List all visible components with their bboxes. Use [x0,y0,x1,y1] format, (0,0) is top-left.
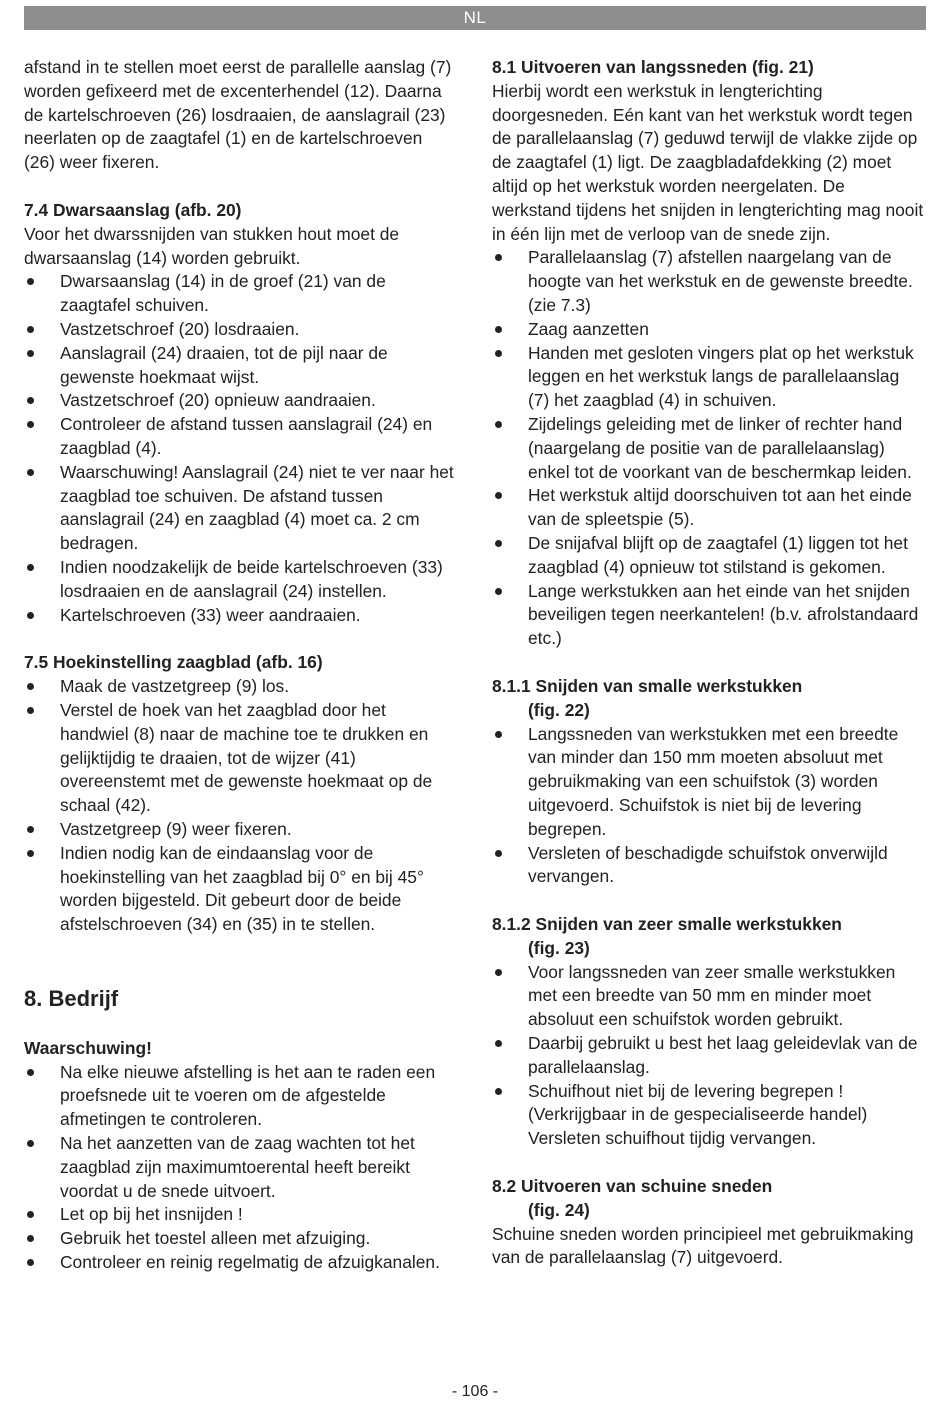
bullet-icon [495,326,502,333]
bullet-icon [495,1088,502,1095]
bullet-icon [27,1235,34,1242]
list-item: Handen met gesloten vingers plat op het werkstuk leggen en het werkstuk langs de parallelaanslag (7) het zaagblad (4) in schuiven. [492,342,924,413]
section-8-1-1-list [492,723,924,890]
section-8-1-list [492,246,924,651]
bullet-icon [495,850,502,857]
page-number: - 106 - [451,1383,499,1400]
bullet-icon [495,1040,502,1047]
section-8-1-2-heading: 8.1.2 Snijden van zeer smalle werkstukken [492,914,842,935]
list-item: Vastzetgreep (9) weer fixeren. [24,818,454,842]
list-item: Verstel de hoek van het zaagblad door het handwiel (8) naar de machine toe te drukken en gelijktijdig te draaien, tot de wijzer (41) overeenstemt met de gewenste hoekmaat op de schaal (42). [24,699,454,818]
section-7-4-heading: 7.4 Dwarsaanslag (afb. 20) [24,199,242,220]
section-8-1-2-figure-ref: (fig. 23) [528,937,590,958]
bullet-icon [27,469,34,476]
list-item: Controleer de afstand tussen aanslagrail (24) en zaagblad (4). [24,413,454,461]
bullet-icon [27,1140,34,1147]
bullet-icon [27,1069,34,1076]
bullet-icon [27,326,34,333]
list-item: Zaag aanzetten [492,318,924,342]
list-item: Het werkstuk altijd doorschuiven tot aan het einde van de spleetspie (5). [492,484,924,532]
section-8-1-text: Hierbij wordt een werkstuk in lengterichting doorgesneden. Eén kant van het werkstuk wordt tegen de parallelaanslag (7) geduwd terwijl de vlakke zijde op de zaagtafel (1) ligt. De zaagbladafdekking (2) moet altijd op het werkstuk worden neergelaten. De werkstand tijdens het snijden in lengterichting mag nooit in één lijn met de verloop van de snede zijn. [492,80,924,244]
section-7-4-text: Voor het dwarssnijden van stukken hout moet de dwarsaanslag (14) worden gebruikt. [24,223,400,268]
bullet-icon [27,612,34,619]
bullet-icon [27,564,34,571]
list-item: Zijdelings geleiding met de linker of rechter hand (naargelang de positie van de parallelaanslag) enkel tot de voorkant van de beschermkap leiden. [492,413,924,484]
list-item: Aanslagrail (24) draaien, tot de pijl naar de gewenste hoekmaat wijst. [24,342,454,390]
section-7-5-heading: 7.5 Hoekinstelling zaagblad (afb. 16) [24,652,323,673]
list-item: Controleer en reinig regelmatig de afzuigkanalen. [24,1251,454,1275]
section-7-5-list [24,675,454,937]
language-header-bar [24,6,926,30]
list-item: Parallelaanslag (7) afstellen naargelang van de hoogte van het werkstuk en de gewenste breedte. (zie 7.3) [492,246,924,317]
right-column [492,56,924,1270]
bullet-icon [27,1259,34,1266]
bullet-icon [27,850,34,857]
list-item: Let op bij het insnijden ! [24,1203,454,1227]
list-item: Langssneden van werkstukken met een breedte van minder dan 150 mm moeten absoluut met gebruikmaking van een schuifstok (3) worden uitgevoerd. Schuifstok is niet bij de levering begrepen. [492,723,924,842]
list-item: Schuifhout niet bij de levering begrepen ! (Verkrijgbaar in de gespecialiseerde handel) Versleten schuifhout tijdig vervangen. [492,1080,924,1151]
bullet-icon [495,588,502,595]
list-item: Gebruik het toestel alleen met afzuiging. [24,1227,454,1251]
bullet-icon [495,421,502,428]
section-8-2-text: Schuine sneden worden principieel met gebruikmaking van de parallelaanslag (7) uitgevoerd. [492,1223,914,1268]
list-item: Dwarsaanslag (14) in de groef (21) van de zaagtafel schuiven. [24,270,454,318]
section-8-2-heading: 8.2 Uitvoeren van schuine sneden [492,1176,773,1197]
section-7-4-list [24,270,454,627]
section-8-1-1-figure-ref: (fig. 22) [528,699,590,720]
intro-paragraph: afstand in te stellen moet eerst de parallelle aanslag (7) worden gefixeerd met de excenterhendel (12). Daarna de kartelschroeven (26) losdraaien, de aanslagrail (23) neerlaten op de zaagtafel (1) en de kartelschroeven (26) weer fixeren. [24,57,452,173]
list-item: Vastzetschroef (20) opnieuw aandraaien. [24,389,454,413]
list-item: Indien nodig kan de eindaanslag voor de hoekinstelling van het zaagblad bij 0° en bij 45° worden bijgesteld. Dit gebeurt door de beide afstelschroeven (34) en (35) in te stellen. [24,842,454,937]
bullet-icon [495,540,502,547]
list-item: Lange werkstukken aan het einde van het snijden beveiligen tegen neerkantelen! (b.v. afrolstandaard etc.) [492,580,924,651]
list-item: Voor langssneden van zeer smalle werkstukken met een breedte van 50 mm en minder moet absoluut een schuifstok worden gebruikt. [492,961,924,1032]
list-item: Kartelschroeven (33) weer aandraaien. [24,604,454,628]
section-8-1-1-heading: 8.1.1 Snijden van smalle werkstukken [492,675,803,696]
bullet-icon [27,278,34,285]
bullet-icon [495,350,502,357]
bullet-icon [495,254,502,261]
bullet-icon [495,969,502,976]
bullet-icon [27,707,34,714]
bullet-icon [27,350,34,357]
left-column [24,56,454,1275]
list-item: Waarschuwing! Aanslagrail (24) niet te ver naar het zaagblad toe schuiven. De afstand tussen aanslagrail (24) en zaagblad (4) moet ca. 2 cm bedragen. [24,461,454,556]
section-8-2-figure-ref: (fig. 24) [528,1199,590,1220]
list-item: Maak de vastzetgreep (9) los. [24,675,454,699]
bullet-icon [495,731,502,738]
list-item: Indien noodzakelijk de beide kartelschroeven (33) losdraaien en de aanslagrail (24) instellen. [24,556,454,604]
list-item: Daarbij gebruikt u best het laag geleidevlak van de parallelaanslag. [492,1032,924,1080]
warning-heading: Waarschuwing! [24,1037,152,1058]
language-label: NL [463,8,487,27]
list-item: De snijafval blijft op de zaagtafel (1) liggen tot het zaagblad (4) opnieuw tot stilstand is gekomen. [492,532,924,580]
bullet-icon [27,1211,34,1218]
section-8-heading: 8. Bedrijf [24,985,119,1011]
list-item: Vastzetschroef (20) losdraaien. [24,318,454,342]
bullet-icon [495,492,502,499]
bullet-icon [27,397,34,404]
bullet-icon [27,683,34,690]
section-8-1-2-list [492,961,924,1151]
list-item: Versleten of beschadigde schuifstok onverwijld vervangen. [492,842,924,890]
bullet-icon [27,421,34,428]
section-8-1-heading: 8.1 Uitvoeren van langssneden (fig. 21) [492,57,814,77]
bullet-icon [27,826,34,833]
list-item: Na elke nieuwe afstelling is het aan te raden een proefsnede uit te voeren om de afgestelde afmetingen te controleren. [24,1061,454,1132]
section-8-list [24,1061,454,1275]
list-item: Na het aanzetten van de zaag wachten tot het zaagblad zijn maximumtoerental heeft bereikt voordat u de snede uitvoert. [24,1132,454,1203]
